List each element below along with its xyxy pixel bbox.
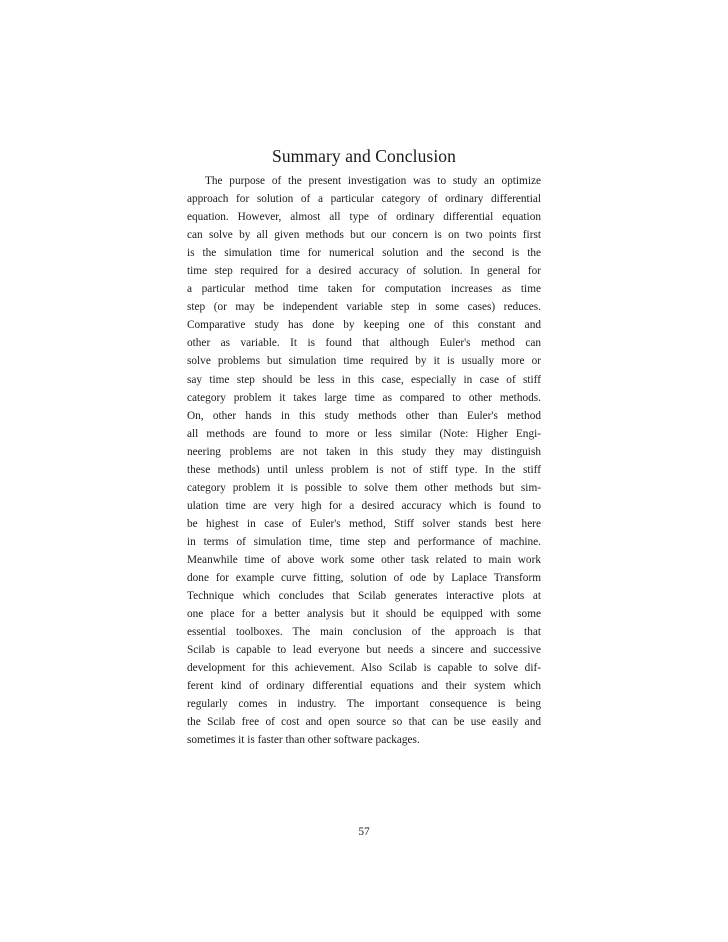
paragraph-line: is the simulation time for numerical solution and the second is the [187, 247, 541, 260]
paragraph-line: On, other hands in this study methods other than Euler's method [187, 409, 541, 422]
page-number: 57 [358, 826, 370, 838]
paragraph-line: one place for a better analysis but it should be equipped with some [187, 608, 541, 621]
paragraph-line: done for example curve fitting, solution of ode by Laplace Transform [187, 572, 541, 585]
paragraph-line: ulation time are very high for a desired accuracy which is found to [187, 499, 541, 512]
paragraph-line: neering problems are not taken in this study they may distinguish [187, 445, 541, 458]
section-heading: Summary and Conclusion [272, 146, 456, 166]
paragraph-line: can solve by all given methods but our concern is on two points first [187, 229, 541, 242]
paragraph-line: regularly comes in industry. The important consequence is being [187, 698, 541, 711]
paragraph-line: say time step should be less in this case, especially in case of stiff [187, 373, 541, 386]
paragraph-line: category problem it takes large time as compared to other methods. [187, 391, 541, 404]
conclusion-paragraph [187, 172, 541, 750]
paragraph-line: time step required for a desired accuracy of solution. In general for [187, 265, 541, 278]
paragraph-line: other as variable. It is found that although Euler's method can [187, 337, 541, 350]
paragraph-line: ferent kind of ordinary differential equations and their system which [187, 680, 541, 693]
paragraph-line: equation. However, almost all type of ordinary differential equation [187, 211, 541, 224]
paragraph-line: all methods are found to more or less similar (Note: Higher Engi- [187, 427, 541, 440]
paragraph-line: approach for solution of a particular category of ordinary differential [187, 193, 541, 206]
paragraph-line: development for this achievement. Also Scilab is capable to solve dif- [187, 662, 541, 675]
paragraph-line: Scilab is capable to lead everyone but needs a sincere and successive [187, 644, 541, 657]
paragraph-line: Technique which concludes that Scilab generates interactive plots at [187, 590, 541, 603]
paragraph-line: essential toolboxes. The main conclusion of the approach is that [187, 626, 541, 639]
paragraph-line: The purpose of the present investigation was to study an optimize [205, 175, 541, 187]
paragraph-line: Meanwhile time of above work some other task related to main work [187, 553, 541, 566]
paragraph-line: these methods) until unless problem is not of stiff type. In the stiff [187, 463, 541, 476]
paragraph-line: be highest in case of Euler's method, Stiff solver stands best here [187, 517, 541, 530]
paragraph-line: sometimes it is faster than other software packages. [187, 734, 420, 747]
paragraph-line: Comparative study has done by keeping one of this constant and [187, 319, 541, 332]
paragraph-line: in terms of simulation time, time step and performance of machine. [187, 535, 541, 548]
paragraph-line: a particular method time taken for computation increases as time [187, 283, 541, 296]
paragraph-line: solve problems but simulation time required by it is usually more or [187, 355, 541, 368]
paragraph-line: category problem it is possible to solve them other methods but sim- [187, 481, 541, 494]
paragraph-line: the Scilab free of cost and open source so that can be use easily and [187, 716, 541, 729]
paragraph-line: step (or may be independent variable step in some cases) reduces. [187, 301, 541, 314]
